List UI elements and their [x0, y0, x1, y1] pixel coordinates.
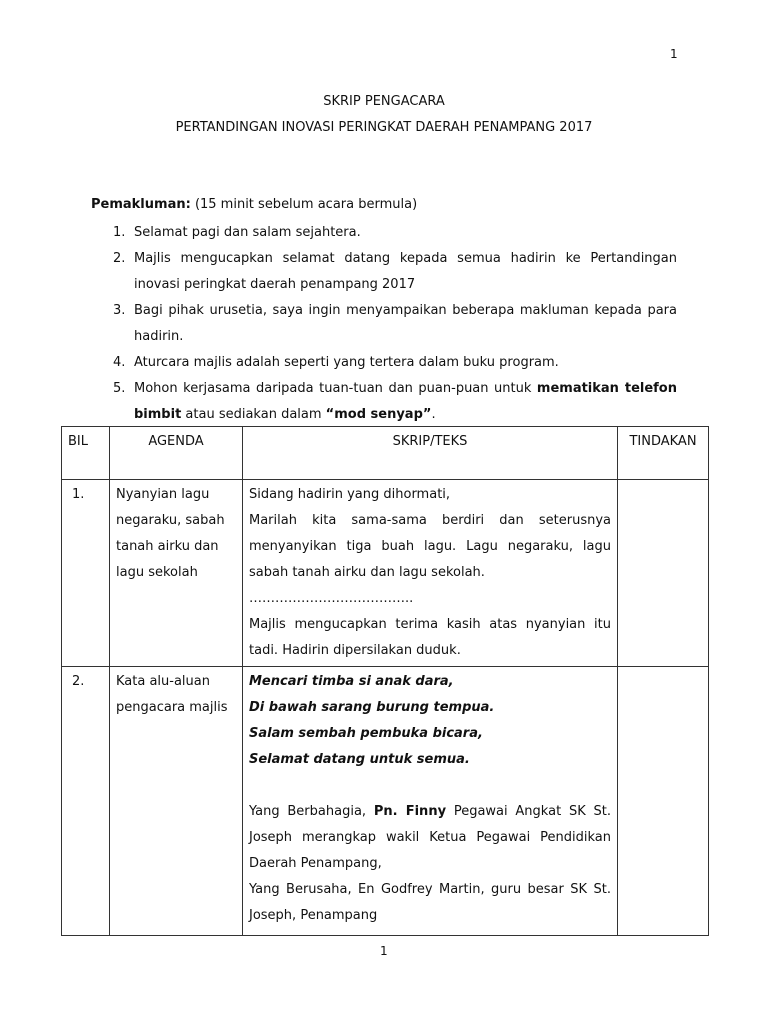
notice-item	[113, 220, 677, 246]
greeting-name: Pn. Finny	[373, 804, 447, 819]
script-line: Marilah kita sama-sama berdiri dan seterusnya menyanyikan tiga buah lagu. Lagu negaraku, lagu sabah tanah airku dan lagu sekolah.	[249, 513, 611, 580]
script-line: ………………………………..	[249, 591, 414, 606]
notice-item-text: Selamat pagi dan salam sejahtera.	[134, 225, 361, 240]
table-row	[62, 667, 709, 936]
notice-item	[113, 350, 677, 376]
notice-item	[113, 298, 677, 350]
document-subtitle: PERTANDINGAN INOVASI PERINGKAT DAERAH PENAMPANG 2017	[175, 120, 593, 135]
notice-item-number: 2.	[113, 251, 126, 266]
header-skrip: SKRIP/TEKS	[243, 427, 618, 480]
script-line: Majlis mengucapkan terima kasih atas nyanyian itu tadi. Hadirin dipersilakan duduk.	[249, 617, 611, 658]
row-tindakan	[618, 667, 709, 936]
notice-list	[113, 220, 677, 428]
notice-item-text-b: atau sediakan dalam	[181, 407, 326, 422]
header-tindakan: TINDAKAN	[618, 427, 709, 480]
row-tindakan	[618, 480, 709, 667]
row-agenda: Nyanyian lagu negaraku, sabah tanah airku dan lagu sekolah	[110, 480, 243, 667]
notice-item-text: Majlis mengucapkan selamat datang kepada semua hadirin ke Pertandingan inovasi peringkat daerah penampang 2017	[134, 251, 677, 292]
row-bil: 2.	[62, 667, 110, 936]
script-line: Sidang hadirin yang dihormati,	[249, 487, 451, 502]
header-agenda: AGENDA	[110, 427, 243, 480]
spacer	[249, 773, 611, 799]
page-number-bottom: 1	[380, 944, 388, 958]
notice-heading	[91, 197, 417, 212]
greeting-line	[249, 799, 611, 877]
notice-item-number: 3.	[113, 303, 126, 318]
greeting-line: Yang Berusaha, En Godfrey Martin, guru besar SK St. Joseph, Penampang	[249, 882, 611, 923]
script-table	[61, 426, 709, 936]
poem-line: Mencari timba si anak dara,	[249, 674, 454, 689]
poem-line: Selamat datang untuk semua.	[249, 752, 470, 767]
poem-line: Salam sembah pembuka bicara,	[249, 726, 483, 741]
row-bil: 1.	[62, 480, 110, 667]
notice-item-text-c: .	[431, 407, 436, 422]
row-script	[243, 667, 618, 936]
notice-item-text: Bagi pihak urusetia, saya ingin menyampaikan beberapa makluman kepada para hadirin.	[134, 303, 677, 344]
notice-item-number: 4.	[113, 355, 126, 370]
table-header-row	[62, 427, 709, 480]
notice-item-emphasis: “mod senyap”	[325, 407, 432, 422]
greeting-text: Yang Berbahagia,	[249, 804, 374, 819]
notice-item-emphasis: mematikan telefon bimbit	[134, 381, 677, 422]
poem-line: Di bawah sarang burung tempua.	[249, 700, 495, 715]
notice-label: Pemakluman:	[91, 197, 191, 212]
notice-item-number: 5.	[113, 381, 126, 396]
notice-item-text: Aturcara majlis adalah seperti yang tertera dalam buku program.	[134, 355, 559, 370]
notice-item-text-a: Mohon kerjasama daripada tuan-tuan dan puan-puan untuk	[134, 381, 537, 396]
notice-note: (15 minit sebelum acara bermula)	[194, 197, 418, 212]
notice-item	[113, 376, 677, 428]
header-bil: BIL	[62, 427, 110, 480]
document-title: SKRIP PENGACARA	[323, 94, 445, 109]
notice-item-number: 1.	[113, 225, 126, 240]
row-agenda: Kata alu-aluan pengacara majlis	[110, 667, 243, 936]
table-row	[62, 480, 709, 667]
notice-item	[113, 246, 677, 298]
row-script	[243, 480, 618, 667]
greeting-text: Pegawai Angkat SK St. Joseph merangkap wakil Ketua Pegawai Pendidikan Daerah Penampang,	[249, 804, 611, 871]
page-number-top: 1	[670, 47, 678, 61]
